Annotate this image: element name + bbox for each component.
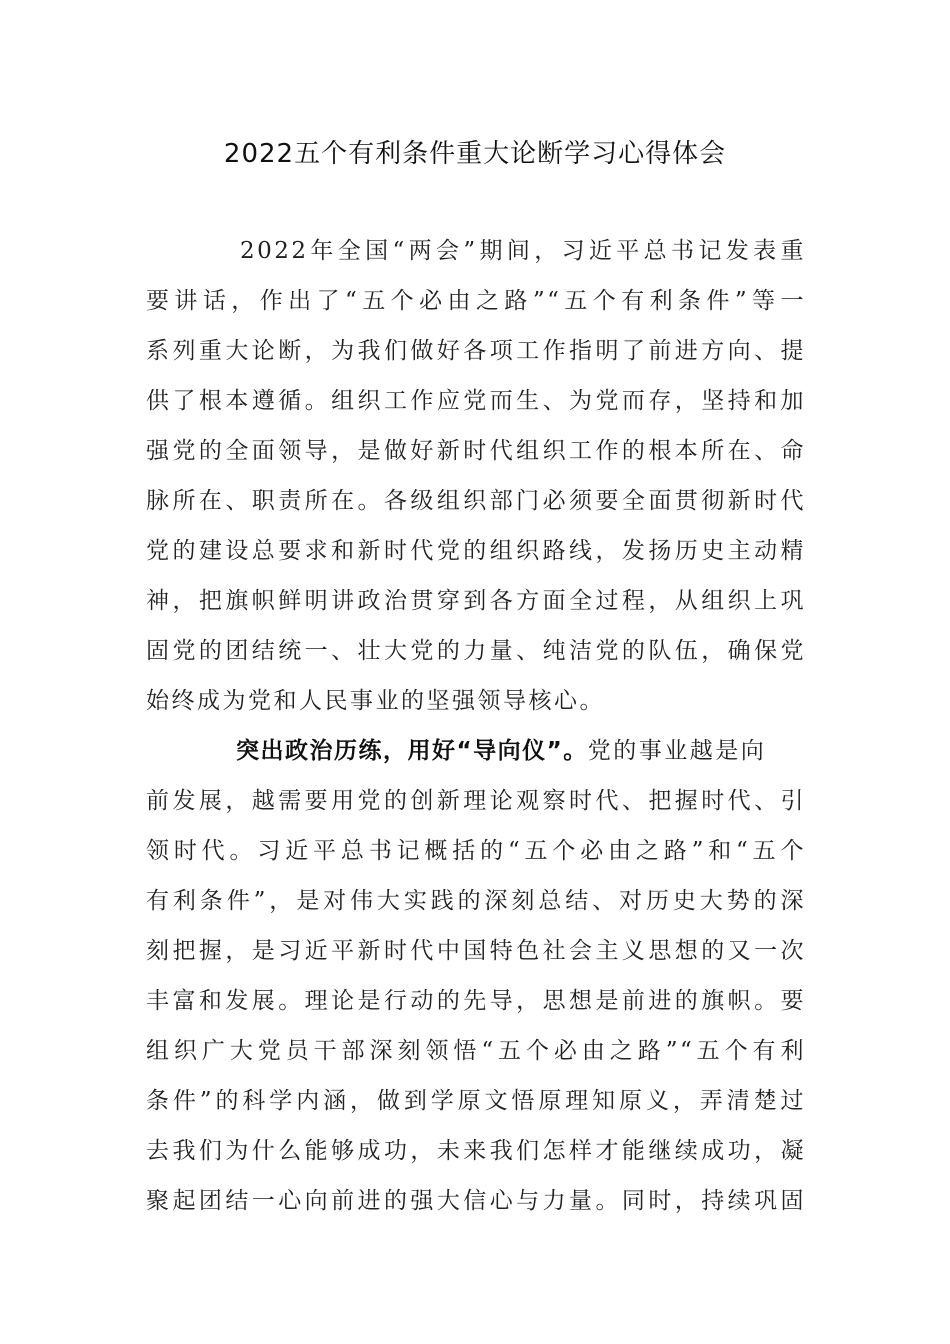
paragraph-1-line-6: 脉所在、职责所在。各级组织部门必须要全面贯彻新时代 (146, 488, 806, 514)
paragraph-2-line-10: 聚起团结一心向前进的强大信心与力量。同时，持续巩固 (146, 1188, 806, 1214)
paragraph-2-heading: 突出政治历练，用好“导向仪”。 (236, 738, 588, 764)
paragraph-1-line-7: 党的建设总要求和新时代党的组织路线，发扬历史主动精 (146, 538, 806, 564)
paragraph-1-line-8: 神，把旗帜鲜明讲政治贯穿到各方面全过程，从组织上巩 (146, 588, 806, 614)
paragraph-2-line-8: 条件”的科学内涵，做到学原文悟原理知原义，弄清楚过 (146, 1088, 806, 1114)
paragraph-1-line-3: 系列重大论断，为我们做好各项工作指明了前进方向、提 (146, 338, 806, 364)
paragraph-1-line-9: 固党的团结统一、壮大党的力量、纯洁党的队伍，确保党 (146, 638, 806, 664)
paragraph-2-line-7: 组织广大党员干部深刻领悟“五个必由之路”“五个有利 (146, 1038, 806, 1064)
paragraph-2-line-4: 有利条件”，是对伟大实践的深刻总结、对历史大势的深 (146, 888, 806, 914)
paragraph-1-line-1: 2022年全国“两会”期间，习近平总书记发表重 (240, 238, 806, 264)
paragraph-2-line-5: 刻把握，是习近平新时代中国特色社会主义思想的又一次 (146, 938, 806, 964)
paragraph-2-line-2: 前发展，越需要用党的创新理论观察时代、把握时代、引 (146, 788, 806, 814)
paragraph-1-line-5: 强党的全面领导，是做好新时代组织工作的根本所在、命 (146, 438, 806, 464)
paragraph-2-line-9: 去我们为什么能够成功，未来我们怎样才能继续成功，凝 (146, 1138, 806, 1164)
paragraph-1-line-2: 要讲话，作出了“五个必由之路”“五个有利条件”等一 (146, 288, 806, 314)
paragraph-1-line-10: 始终成为党和人民事业的坚强领导核心。 (146, 688, 605, 714)
paragraph-2-line-1 (236, 731, 806, 771)
paragraph-2-line-3: 领时代。习近平总书记概括的“五个必由之路”和“五个 (146, 838, 806, 864)
paragraph-1-line-4: 供了根本遵循。组织工作应党而生、为党而存，坚持和加 (146, 388, 806, 414)
paragraph-2-first-line-text: 党的事业越是向 (587, 738, 767, 764)
paragraph-2-line-6: 丰富和发展。理论是行动的先导，思想是前进的旗帜。要 (146, 988, 806, 1014)
document-title: 2022五个有利条件重大论断学习心得体会 (223, 139, 727, 169)
